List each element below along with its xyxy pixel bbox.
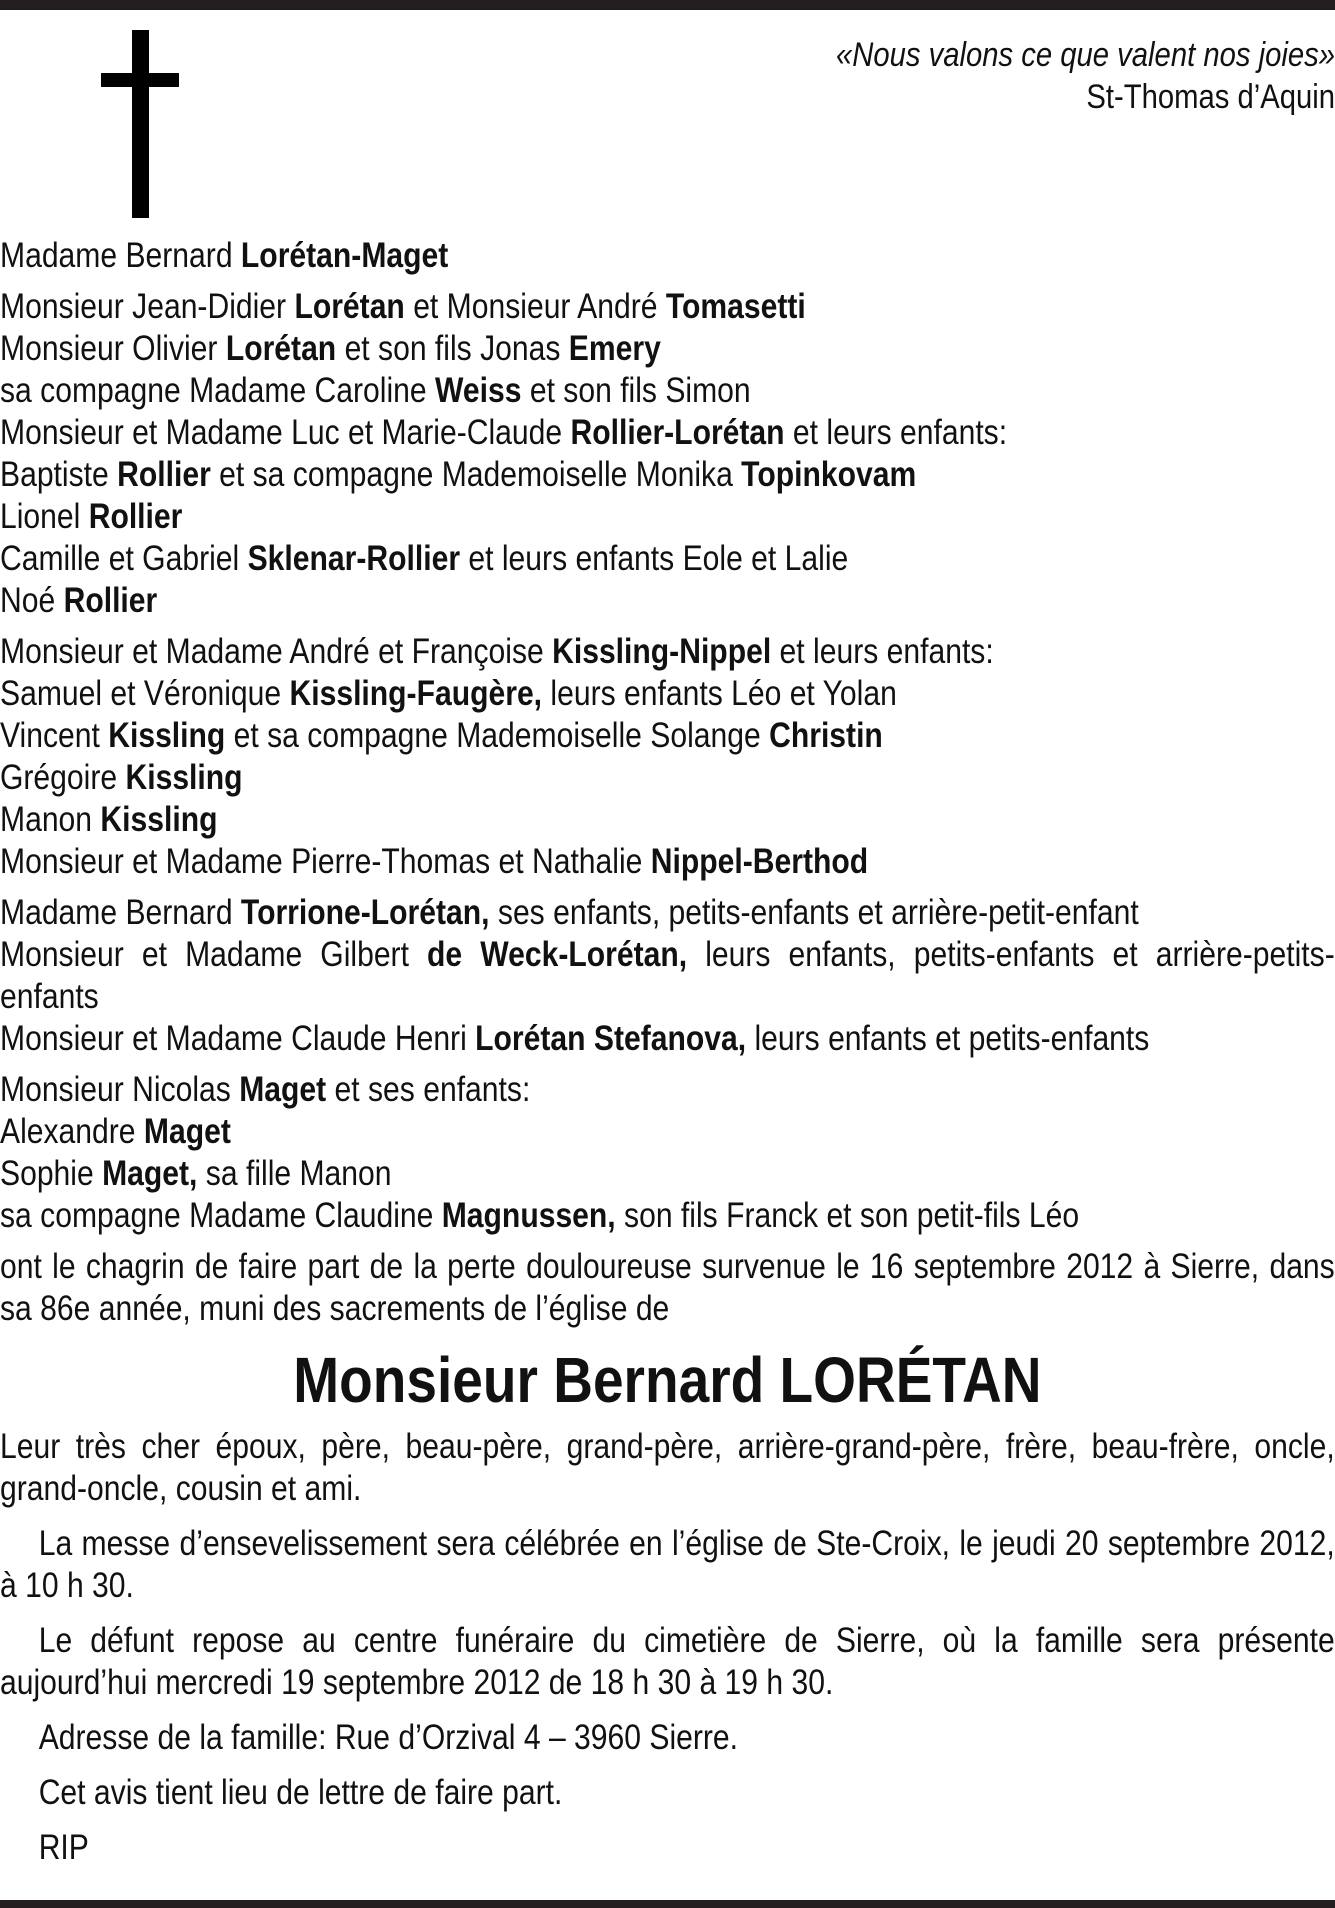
body-paragraph: Le défunt repose au centre funéraire du cimetière de Sierre, où la famille sera présente aujourd’hui mercredi 19 septembre 2012 de 18 h 30 à 19 h 30. — [0, 1621, 1335, 1702]
body-paragraph: La messe d’ensevelissement sera célébrée en l’église de Ste-Croix, le jeudi 20 septembre 2012, à 10 h 30. — [0, 1524, 1335, 1605]
surname: Kissling-Nippel — [552, 632, 772, 671]
name-text: sa fille Manon — [197, 1154, 392, 1193]
family-line — [0, 673, 1335, 715]
name-text: et sa compagne Mademoiselle Monika — [210, 455, 742, 494]
name-text: Madame Bernard — [0, 893, 241, 932]
top-rule — [0, 0, 1335, 10]
family-line — [0, 1246, 1335, 1330]
family-line — [0, 715, 1335, 757]
surname: Rollier-Lorétan — [570, 413, 785, 452]
body-paragraph: Leur très cher époux, père, beau-père, grand-père, arrière-grand-père, frère, beau-frère, oncle, grand-oncle, cousin et ami. — [0, 1427, 1335, 1508]
name-text: et leurs enfants: — [771, 632, 994, 671]
family-line — [0, 1111, 1335, 1153]
name-text: sa compagne Madame Claudine — [0, 1196, 442, 1235]
epigraph-author: St-Thomas d’Aquin — [1086, 78, 1335, 116]
bottom-rule — [0, 1900, 1335, 1908]
name-text: ses enfants, petits-enfants et arrière-petit-enfant — [489, 893, 1139, 932]
surname: Maget — [143, 1112, 231, 1151]
surname: Rollier — [117, 455, 211, 494]
surname: Kissling — [100, 800, 218, 839]
deceased-name: Monsieur Bernard LORÉTAN — [293, 1344, 1042, 1416]
family-list — [0, 235, 1335, 1330]
name-text: Monsieur Jean-Didier — [0, 287, 295, 326]
name-text: et sa compagne Mademoiselle Solange — [225, 716, 770, 755]
name-text: sa compagne Madame Caroline — [0, 371, 436, 410]
family-line — [0, 841, 1335, 883]
name-text: Alexandre — [0, 1112, 144, 1151]
family-line — [0, 370, 1335, 412]
family-line — [0, 1153, 1335, 1195]
surname: de Weck-Lorétan, — [427, 935, 688, 974]
surname: Topinkovam — [741, 455, 917, 494]
epigraph — [0, 34, 1335, 118]
name-text: et ses enfants: — [326, 1070, 531, 1109]
family-line — [0, 631, 1335, 673]
surname: Tomasetti — [665, 287, 806, 326]
name-text: Monsieur et Madame Luc et Marie-Claude — [0, 413, 571, 452]
surname: Nippel-Berthod — [650, 842, 869, 881]
family-line — [0, 454, 1335, 496]
name-text: Camille et Gabriel — [0, 539, 248, 578]
surname: Emery — [568, 329, 661, 368]
family-line — [0, 235, 1335, 277]
body-paragraph: RIP — [38, 1828, 89, 1867]
name-text: et leurs enfants Eole et Lalie — [460, 539, 849, 578]
surname: Christin — [769, 716, 883, 755]
name-text: Monsieur et Madame Claude Henri — [0, 1019, 476, 1058]
surname: Rollier — [63, 581, 158, 620]
family-line — [0, 757, 1335, 799]
name-text: ont le chagrin de faire part de la perte douloureuse survenue le 16 septembre 2012 à Sierre, dans sa 86e année, muni des sacrements de l’église de — [0, 1247, 1335, 1328]
family-line — [0, 286, 1335, 328]
name-text: Vincent — [0, 716, 109, 755]
surname: Lorétan Stefanova, — [475, 1019, 747, 1058]
name-text: Baptiste — [0, 455, 118, 494]
family-line — [0, 934, 1335, 1018]
surname: Lorétan — [225, 329, 337, 368]
surname: Lorétan — [294, 287, 405, 326]
name-text: Manon — [0, 800, 101, 839]
body-paragraph: Cet avis tient lieu de lettre de faire part. — [38, 1773, 563, 1812]
surname: Kissling-Faugère, — [289, 674, 543, 713]
name-text: Monsieur Nicolas — [0, 1070, 240, 1109]
name-text: Lionel — [0, 497, 89, 536]
surname: Lorétan-Maget — [240, 236, 449, 275]
name-text: et leurs enfants: — [784, 413, 1008, 452]
obituary-text — [0, 235, 1335, 1869]
family-line — [0, 1195, 1335, 1237]
surname: Weiss — [435, 371, 522, 410]
name-text: Sophie — [0, 1154, 103, 1193]
family-line — [0, 892, 1335, 934]
name-text: et son fils Simon — [521, 371, 751, 410]
surname: Maget, — [102, 1154, 198, 1193]
family-line — [0, 1069, 1335, 1111]
name-text: Grégoire — [0, 758, 126, 797]
body-paragraph: Adresse de la famille: Rue d’Orzival 4 – 3960 Sierre. — [38, 1718, 739, 1757]
name-text: et Monsieur André — [404, 287, 666, 326]
name-text: et son fils Jonas — [336, 329, 569, 368]
name-text: leurs enfants et petits-enfants — [746, 1019, 1150, 1058]
surname: Rollier — [88, 497, 183, 536]
name-text: Monsieur et Madame Pierre-Thomas et Nathalie — [0, 842, 651, 881]
name-text: Noé — [0, 581, 64, 620]
name-text: son fils Franck et son petit-fils Léo — [615, 1196, 1080, 1235]
family-line — [0, 1018, 1335, 1060]
family-line — [0, 799, 1335, 841]
surname: Magnussen, — [441, 1196, 616, 1235]
name-text: leurs enfants, petits-enfants et arrière-petits-enfants — [0, 935, 1335, 1016]
family-line — [0, 328, 1335, 370]
family-line — [0, 412, 1335, 454]
family-line — [0, 580, 1335, 622]
surname: Maget — [239, 1070, 327, 1109]
surname: Kissling — [125, 758, 243, 797]
surname: Torrione-Lorétan, — [240, 893, 490, 932]
name-text: Monsieur Olivier — [0, 329, 226, 368]
obituary-body — [0, 1426, 1335, 1869]
name-text: Monsieur et Madame André et Françoise — [0, 632, 553, 671]
name-text: Samuel et Véronique — [0, 674, 290, 713]
name-text: leurs enfants Léo et Yolan — [542, 674, 897, 713]
name-text: Monsieur et Madame Gilbert — [0, 935, 428, 974]
family-line — [0, 538, 1335, 580]
surname: Kissling — [108, 716, 226, 755]
name-text: Madame Bernard — [0, 236, 241, 275]
surname: Sklenar-Rollier — [247, 539, 461, 578]
epigraph-quote: «Nous valons ce que valent nos joies» — [835, 36, 1335, 74]
family-line — [0, 496, 1335, 538]
